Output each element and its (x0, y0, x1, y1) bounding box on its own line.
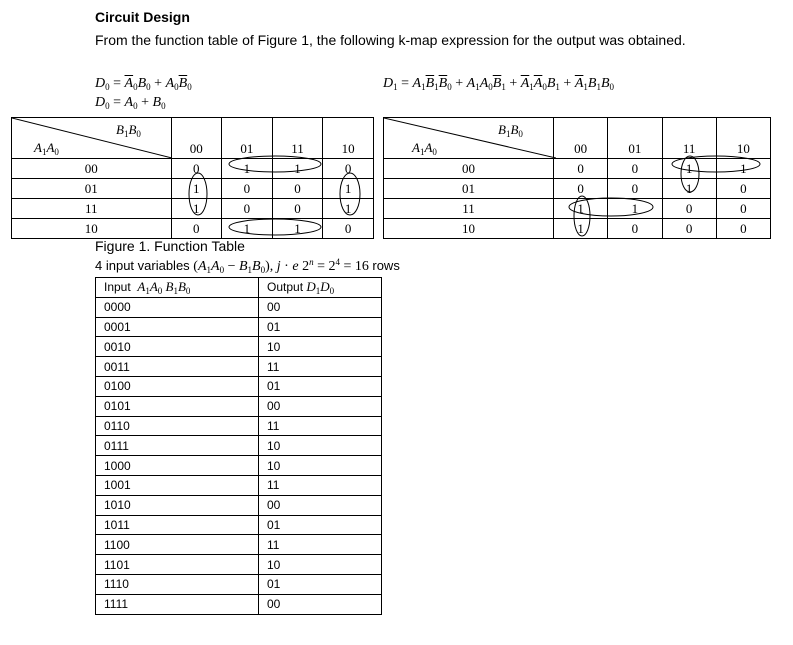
kmap-col-header: 11 (662, 118, 716, 159)
kmap-cell: 1 (272, 159, 323, 179)
kmap-cell: 0 (662, 199, 716, 219)
input-cell: 1000 (96, 456, 259, 476)
kmap-cell: 0 (608, 219, 662, 239)
table-row (96, 515, 382, 535)
output-cell: 11 (259, 357, 382, 377)
kmap-row-header: 00 (384, 159, 554, 179)
kmap-corner (12, 118, 172, 159)
kmap-row-header: 00 (12, 159, 172, 179)
equation-d1: $D_1 = A_1\overline{B}_1\overline{B}_0 + A_1A_0\overline{B}_1 + \overline{A}_1\overline{A}_0B_1 + \overline{A}_1B_1B_0$ (383, 76, 614, 92)
kmap-row-var: $A_1A_0$ (34, 140, 59, 157)
table-row (96, 475, 382, 495)
input-cell: 0111 (96, 436, 259, 456)
table-row (96, 495, 382, 515)
kmap-col-header: 00 (171, 118, 222, 159)
figure-subcaption: 4 input variables $(A_1A_0 - B_1B_0)$, j · e $2^n = 2^4 = 16$ rows (95, 257, 400, 275)
intro-paragraph: From the function table of Figure 1, the following k-map expression for the output was obtained. (95, 32, 686, 48)
kmap-cell: 1 (662, 179, 716, 199)
function-table (95, 277, 382, 615)
kmap-cell: 1 (222, 219, 273, 239)
input-cell: 0101 (96, 396, 259, 416)
kmap-row-header: 11 (12, 199, 172, 219)
kmap-cell: 1 (171, 199, 222, 219)
input-cell: 0000 (96, 297, 259, 317)
table-row (96, 376, 382, 396)
kmap-col-header: 10 (323, 118, 374, 159)
kmap-cell: 1 (662, 159, 716, 179)
kmap-cell: 1 (222, 159, 273, 179)
table-row (96, 555, 382, 575)
output-cell: 01 (259, 317, 382, 337)
kmap-cell: 0 (608, 179, 662, 199)
output-column-header: Output $D_1D_0$ (259, 278, 382, 298)
kmap-cell: 0 (272, 179, 323, 199)
table-row (96, 396, 382, 416)
table-row (96, 594, 382, 614)
kmap-cell: 0 (272, 199, 323, 219)
table-row (96, 574, 382, 594)
input-cell: 1110 (96, 574, 259, 594)
kmap-row-header: 10 (384, 219, 554, 239)
kmap-col-header: 00 (554, 118, 608, 159)
kmap-row-header: 10 (12, 219, 172, 239)
kmap-cell: 0 (716, 179, 770, 199)
kmap-row-header: 01 (12, 179, 172, 199)
output-cell: 11 (259, 535, 382, 555)
kmap-cell: 0 (222, 179, 273, 199)
output-cell: 00 (259, 594, 382, 614)
output-cell: 11 (259, 475, 382, 495)
kmap-cell: 0 (171, 219, 222, 239)
kmap-cell: 1 (608, 199, 662, 219)
kmap-d1 (383, 117, 771, 239)
kmap-cell: 1 (171, 179, 222, 199)
kmap-d0 (11, 117, 374, 239)
kmap-col-var: $B_1B_0$ (498, 122, 523, 139)
input-cell: 0010 (96, 337, 259, 357)
kmap-cell: 0 (554, 179, 608, 199)
table-row (96, 416, 382, 436)
table-row (96, 337, 382, 357)
equation-d0-simplified: $D_0 = A_0 + B_0$ (95, 95, 166, 111)
kmap-col-header: 01 (222, 118, 273, 159)
table-row (96, 297, 382, 317)
kmap-cell: 1 (716, 159, 770, 179)
kmap-cell: 1 (272, 219, 323, 239)
kmap-row-header: 01 (384, 179, 554, 199)
kmap-cell: 0 (554, 159, 608, 179)
output-cell: 10 (259, 456, 382, 476)
output-cell: 11 (259, 416, 382, 436)
kmap-cell: 0 (662, 219, 716, 239)
input-cell: 1010 (96, 495, 259, 515)
kmap-cell: 0 (171, 159, 222, 179)
kmap-cell: 0 (716, 219, 770, 239)
kmap-corner (384, 118, 554, 159)
kmap-cell: 1 (554, 199, 608, 219)
output-cell: 00 (259, 495, 382, 515)
equation-d0-sop: $D_0 = \overline{A}_0B_0 + A_0\overline{B}_0$ (95, 76, 192, 92)
input-cell: 1011 (96, 515, 259, 535)
output-cell: 10 (259, 555, 382, 575)
input-cell: 0100 (96, 376, 259, 396)
kmap-col-var: $B_1B_0$ (116, 122, 141, 139)
table-row (96, 456, 382, 476)
output-cell: 01 (259, 376, 382, 396)
input-cell: 0011 (96, 357, 259, 377)
input-cell: 1001 (96, 475, 259, 495)
table-row (96, 317, 382, 337)
output-cell: 00 (259, 297, 382, 317)
kmap-row-var: $A_1A_0$ (412, 140, 437, 157)
kmap-cell: 1 (554, 219, 608, 239)
kmap-cell: 0 (222, 199, 273, 219)
output-cell: 10 (259, 337, 382, 357)
output-cell: 01 (259, 574, 382, 594)
kmap-col-header: 11 (272, 118, 323, 159)
table-row (96, 357, 382, 377)
kmap-col-header: 01 (608, 118, 662, 159)
kmap-cell: 0 (608, 159, 662, 179)
output-cell: 01 (259, 515, 382, 535)
kmap-cell: 1 (323, 179, 374, 199)
kmap-row-header: 11 (384, 199, 554, 219)
input-cell: 1100 (96, 535, 259, 555)
input-cell: 0001 (96, 317, 259, 337)
kmap-cell: 1 (323, 199, 374, 219)
kmap-cell: 0 (716, 199, 770, 219)
input-column-header: Input $A_1A_0$ $B_1B_0$ (96, 278, 259, 298)
page-title: Circuit Design (95, 9, 190, 25)
kmap-cell: 0 (323, 219, 374, 239)
output-cell: 10 (259, 436, 382, 456)
input-cell: 0110 (96, 416, 259, 436)
kmap-col-header: 10 (716, 118, 770, 159)
kmap-cell: 0 (323, 159, 374, 179)
figure-caption: Figure 1. Function Table (95, 238, 245, 254)
input-cell: 1111 (96, 594, 259, 614)
input-cell: 1101 (96, 555, 259, 575)
output-cell: 00 (259, 396, 382, 416)
table-row (96, 436, 382, 456)
table-row (96, 535, 382, 555)
